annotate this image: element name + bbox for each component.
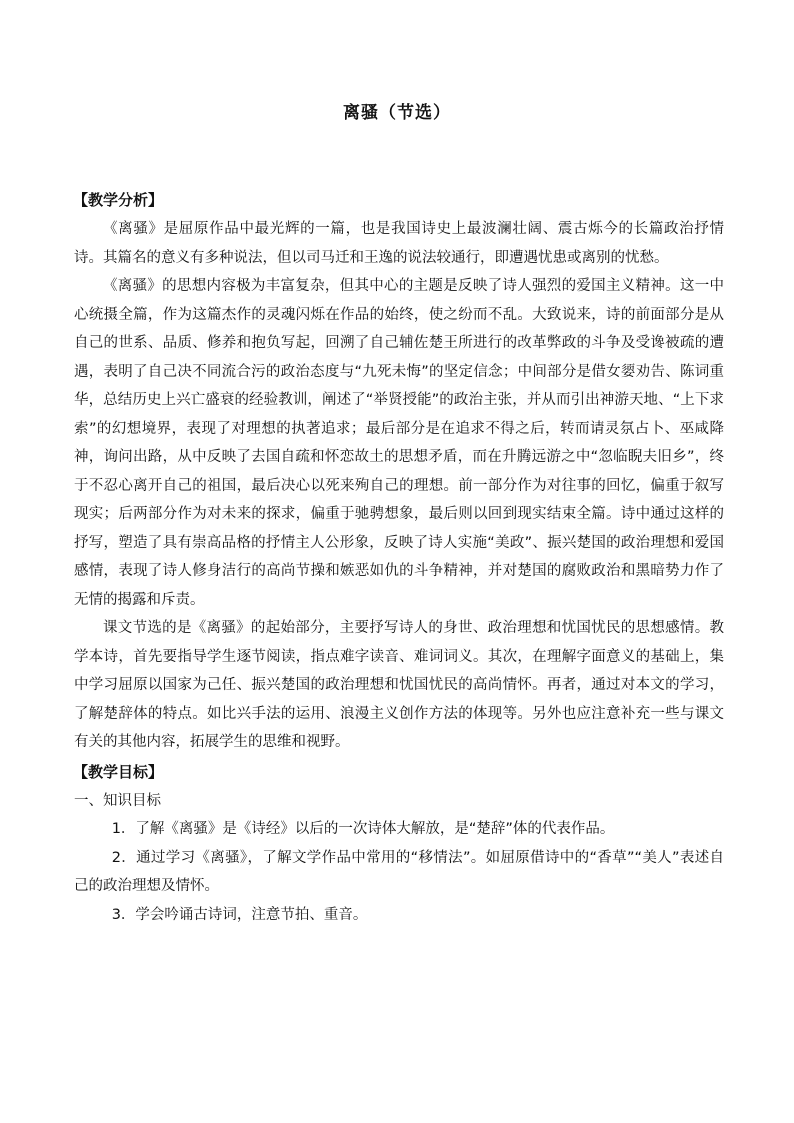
paragraph: 课文节选的是《离骚》的起始部分，主要抒写诗人的身世、政治理想和忧国忧民的思想感情。教学本诗，首先要指导学生逐节阅读，指点难字读音、难词词义。其次，在理解字面意义的基础上，集中学习屈原以国家为己任、振兴楚国的政治理想和忧国忧民的高尚情怀。再者，通过对本文的学习，了解楚辞体的特点。如比兴手法的运用、浪漫主义创作方法的体现等。另外也应注意补充一些与课文有关的其他内容，拓展学生的思维和视野。 xyxy=(74,620,724,750)
subheading-knowledge-goals: 一、知识目标 xyxy=(74,792,161,809)
paragraph: 《离骚》是屈原作品中最光辉的一篇，也是我国诗史上最波澜壮阔、震古烁今的长篇政治抒情诗。其篇名的意义有多种说法，但以司马迁和王逸的说法较通行，即遭遇忧患或离别的忧愁。 xyxy=(74,221,724,266)
section-heading-teaching-goals: 【教学目标】 xyxy=(73,762,164,781)
list-item: 2．通过学习《离骚》，了解文学作品中常用的“移情法”。如屈原借诗中的“香草”“美人”表述自己的政治理想及情怀。 xyxy=(74,849,724,894)
document-body xyxy=(74,185,724,929)
list-item: 3．学会吟诵古诗词，注意节拍、重音。 xyxy=(111,906,368,923)
paragraph: 《离骚》的思想内容极为丰富复杂，但其中心的主题是反映了诗人强烈的爱国主义精神。这一中心统摄全篇，作为这篇杰作的灵魂闪烁在作品的始终，使之纷而不乱。大致说来，诗的前面部分是从自己的世系、品质、修养和抱负写起，回溯了自己辅佐楚王所进行的改革弊政的斗争及受谗被疏的遭遇，表明了自己决不同流合污的政治态度与“九死未悔”的坚定信念；中间部分是借女媭劝告、陈词重华，总结历史上兴亡盛衰的经验教训，阐述了“举贤授能”的政治主张，并从而引出神游天地、“上下求索”的幻想境界，表现了对理想的执著追求；最后部分是在追求不得之后，转而请灵氛占卜、巫咸降神，询问出路，从中反映了去国自疏和怀恋故土的思想矛盾，而在升腾远游之中“忽临睨夫旧乡”，终于不忍心离开自己的祖国，最后决心以死来殉自己的理想。前一部分作为对往事的回忆，偏重于叙写现实；后两部分作为对未来的探求，偏重于驰骋想象，最后则以回到现实结束全篇。诗中通过这样的抒写，塑造了具有崇高品格的抒情主人公形象，反映了诗人实施“美政”、振兴楚国的政治理想和爱国感情，表现了诗人修身洁行的高尚节操和嫉恶如仇的斗争精神，并对楚国的腐败政治和黑暗势力作了无情的揭露和斥责。 xyxy=(74,278,724,608)
section-heading-teaching-analysis: 【教学分析】 xyxy=(73,191,164,209)
list-item: 1．了解《离骚》是《诗经》以后的一次诗体大解放，是“楚辞”体的代表作品。 xyxy=(111,821,615,837)
document-title: 离骚（节选） xyxy=(343,103,451,123)
